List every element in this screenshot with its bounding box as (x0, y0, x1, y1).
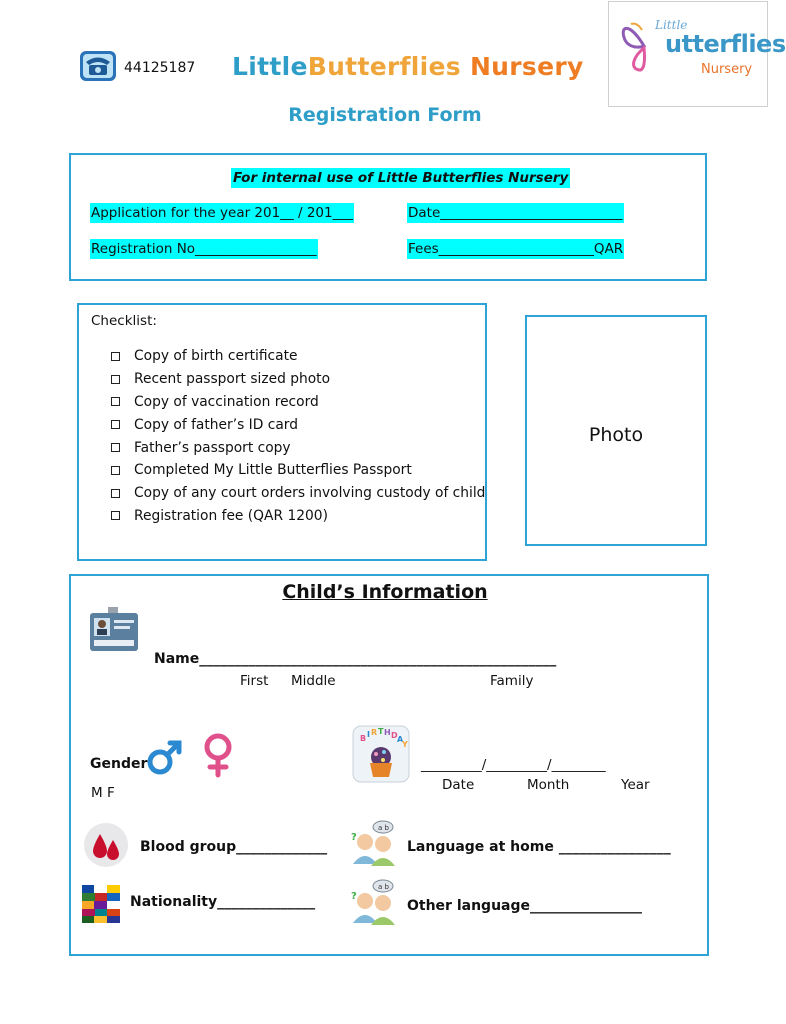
svg-text:A: A (397, 735, 404, 744)
blood-group-field[interactable]: Blood group_____________ (140, 839, 328, 855)
svg-text:T: T (378, 727, 384, 736)
id-card-icon (88, 607, 142, 657)
people-language-icon (349, 820, 401, 870)
checklist-items (111, 345, 485, 527)
checkbox[interactable] (111, 375, 120, 384)
checklist-item[interactable]: Father’s passport copy (111, 436, 485, 459)
logo-little-text: Little (655, 18, 688, 32)
male-symbol-icon (144, 740, 184, 780)
form-title: Registration Form (288, 104, 482, 126)
gender-options[interactable]: M F (91, 785, 115, 801)
phone-icon (79, 50, 117, 82)
checklist-item[interactable]: Registration fee (QAR 1200) (111, 505, 485, 528)
checkbox[interactable] (111, 443, 120, 452)
nursery-title (232, 52, 584, 81)
flags-icon (82, 885, 120, 927)
other-language-field[interactable]: Other language________________ (407, 898, 642, 914)
svg-text:Y: Y (402, 740, 408, 749)
internal-use-heading: For internal use of Little Butterflies Nursery (233, 170, 569, 186)
checklist-item[interactable]: Recent passport sized photo (111, 368, 485, 391)
blood-drop-icon (83, 822, 129, 872)
svg-text:?: ? (351, 832, 357, 843)
checklist-item[interactable]: Copy of any court orders involving custody of child (111, 482, 485, 505)
application-year-field[interactable]: Application for the year 201__ / 201___ (91, 205, 353, 221)
checklist-item[interactable]: Copy of vaccination record (111, 391, 485, 414)
checklist-item[interactable]: Completed My Little Butterflies Passport (111, 459, 485, 482)
checkbox[interactable] (111, 466, 120, 475)
dob-month-label: Month (527, 777, 570, 793)
checklist-label: Checklist: (91, 313, 157, 329)
svg-text:?: ? (351, 891, 357, 902)
date-field[interactable]: Date___________________________ (408, 205, 623, 221)
checklist-item[interactable]: Copy of father’s ID card (111, 413, 485, 436)
svg-text:I: I (367, 730, 370, 739)
people-language-icon (349, 879, 401, 929)
dob-year-label: Year (621, 777, 650, 793)
nationality-field[interactable]: Nationality______________ (130, 894, 316, 910)
svg-text:a b: a b (378, 824, 389, 832)
dob-date-label: Date (442, 777, 475, 793)
svg-text:B: B (360, 734, 367, 743)
title-little: Little (232, 52, 308, 81)
birthday-cake-icon (352, 725, 410, 787)
registration-no-field[interactable]: Registration No__________________ (91, 241, 317, 257)
name-middle-label: Middle (291, 673, 336, 689)
checkbox[interactable] (111, 420, 120, 429)
checkbox[interactable] (111, 489, 120, 498)
phone-number: 44125187 (124, 60, 196, 76)
gender-label: Gender (90, 756, 148, 772)
svg-text:D: D (391, 731, 398, 740)
language-home-field[interactable]: Language at home ________________ (407, 839, 671, 855)
photo-label: Photo (588, 424, 644, 446)
name-first-label: First (240, 673, 269, 689)
female-symbol-icon (200, 732, 236, 782)
logo-main-text: utterflies (665, 30, 786, 58)
dob-field[interactable]: _________/_________/________ (421, 757, 606, 773)
nursery-logo (608, 1, 786, 107)
name-field[interactable]: Name___________________________________________________ (154, 651, 557, 667)
checkbox[interactable] (111, 397, 120, 406)
svg-text:a b: a b (378, 883, 389, 891)
title-butterflies: Butterflies (307, 52, 461, 81)
checklist-item[interactable]: Copy of birth certificate (111, 345, 485, 368)
logo-sub-text: Nursery (701, 62, 753, 77)
child-info-heading: Child’s Information (282, 581, 488, 603)
title-nursery: Nursery (469, 52, 584, 81)
checkbox[interactable] (111, 352, 120, 361)
name-family-label: Family (490, 673, 534, 689)
svg-text:R: R (371, 728, 378, 737)
checkbox[interactable] (111, 511, 120, 520)
svg-text:H: H (384, 728, 391, 737)
fees-field[interactable]: Fees_______________________QAR (408, 241, 624, 257)
